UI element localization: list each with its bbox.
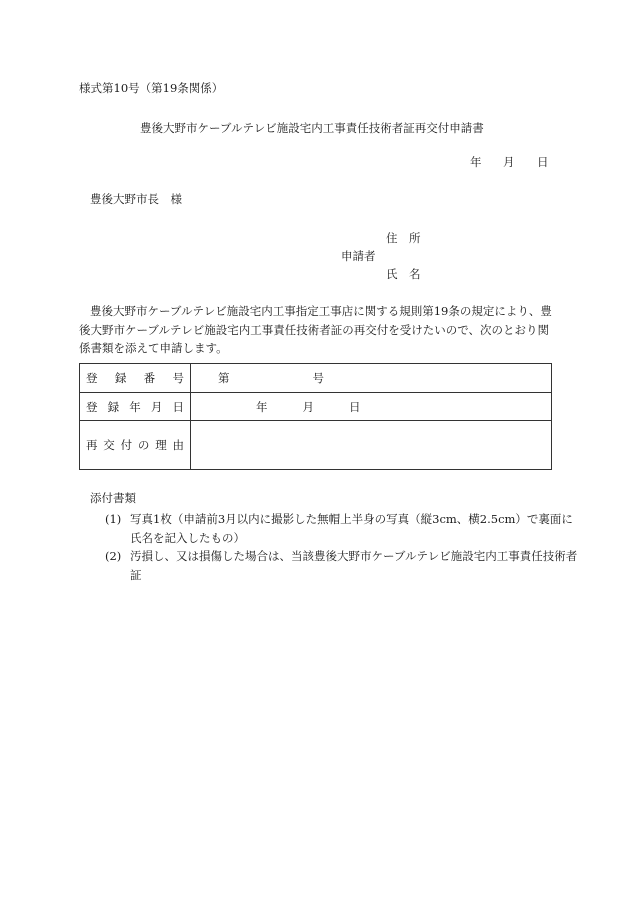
attachments-title: 添付書類 [90, 491, 136, 505]
registration-date-label: 登 録 年 月 日 [80, 393, 191, 421]
attachment-item [105, 510, 578, 547]
attachment-item-number: (1) [105, 512, 122, 526]
attachment-item [105, 547, 578, 584]
registration-date-field[interactable] [191, 393, 552, 421]
info-table [79, 363, 552, 470]
table-row [80, 364, 552, 393]
date-year-label: 年 [470, 155, 482, 169]
attachment-item-number: (2) [105, 549, 122, 563]
date-day-label: 日 [537, 155, 549, 169]
reissue-reason-field[interactable] [191, 421, 552, 470]
date-line [470, 155, 549, 169]
applicant-label: 申請者 [341, 249, 376, 263]
addressee: 豊後大野市長 様 [90, 192, 182, 206]
registration-number-prefix: 第 [218, 371, 230, 385]
registration-number-field[interactable] [191, 364, 552, 393]
registration-date-month: 月 [302, 399, 314, 414]
name-label: 氏 名 [386, 267, 421, 281]
attachment-item-text: 汚損し、又は損傷した場合は、当該豊後大野市ケーブルテレビ施設宅内工事責任技術者証 [130, 549, 578, 582]
registration-number-label: 登 録 番 号 [80, 364, 191, 393]
form-number: 様式第10号（第19条関係） [79, 81, 224, 95]
body-paragraph: 豊後大野市ケーブルテレビ施設宅内工事指定工事店に関する規則第19条の規定により、豊後大野市ケーブルテレビ施設宅内工事責任技術者証の再交付を受けたいので、次のとおり関係書類を添えて申請します。 [79, 304, 552, 355]
registration-date-day: 日 [349, 399, 361, 414]
registration-number-suffix: 号 [312, 371, 324, 385]
address-label: 住 所 [386, 231, 421, 245]
reissue-reason-label: 再 交 付 の 理 由 [80, 421, 191, 470]
date-month-label: 月 [503, 155, 515, 169]
page-title: 豊後大野市ケーブルテレビ施設宅内工事責任技術者証再交付申請書 [140, 121, 484, 135]
registration-date-year: 年 [256, 399, 268, 414]
table-row [80, 421, 552, 470]
table-row [80, 393, 552, 421]
attachment-item-text: 写真1枚（申請前3月以内に撮影した無帽上半身の写真（縦3cm、横2.5cm）で裏面に氏名を記入したもの） [130, 512, 573, 545]
